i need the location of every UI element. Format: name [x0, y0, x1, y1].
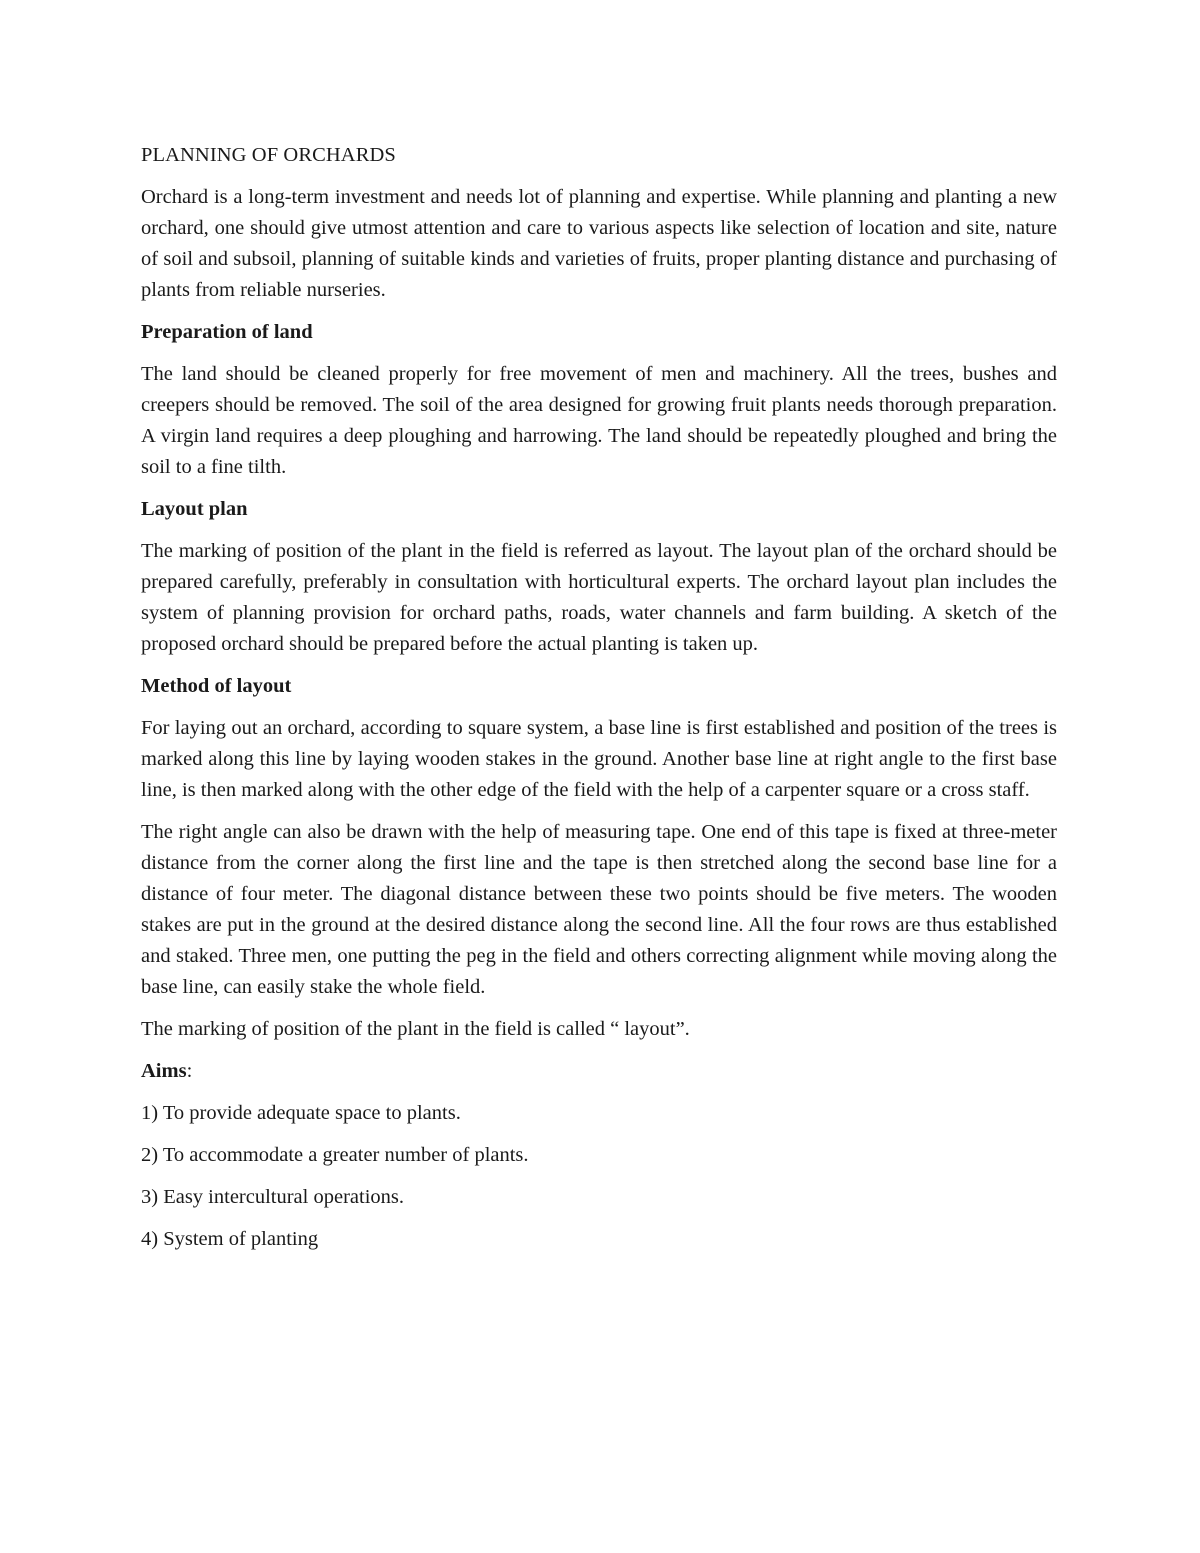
section-heading-layout-plan: Layout plan [141, 498, 248, 520]
document-title: PLANNING OF ORCHARDS [141, 144, 396, 166]
section-heading-preparation-of-land: Preparation of land [141, 321, 313, 343]
document-page [141, 140, 1057, 1266]
method-of-layout-paragraph-1: For laying out an orchard, according to square system, a base line is first established and position of the trees is marked along this line by laying wooden stakes in the ground. Another base line at right angle to the first base line, is then marked along with the other edge of the field with the help of a carpenter square or a cross staff. [141, 717, 1057, 801]
aims-heading [141, 1056, 1057, 1087]
section-heading-method-of-layout: Method of layout [141, 675, 292, 697]
aims-list [141, 1098, 1057, 1255]
method-of-layout-paragraph-2: The right angle can also be drawn with the help of measuring tape. One end of this tape is fixed at three-meter distance from the corner along the first line and the tape is then stretched along the second base line for a distance of four meter. The diagonal distance between these two points should be five meters. The wooden stakes are put in the ground at the desired distance along the second line. All the four rows are thus established and staked. Three men, one putting the peg in the field and others correcting alignment while moving along the base line, can easily stake the whole field. [141, 821, 1057, 998]
aims-list-item: 2) To accommodate a greater number of plants. [141, 1144, 529, 1166]
intro-paragraph: Orchard is a long-term investment and needs lot of planning and expertise. While planning and planting a new orchard, one should give utmost attention and care to various aspects like selection of location and site, nature of soil and subsoil, planning of suitable kinds and varieties of fruits, proper planting distance and purchasing of plants from reliable nurseries. [141, 186, 1057, 301]
layout-plan-paragraph: The marking of position of the plant in the field is referred as layout. The layout plan of the orchard should be prepared carefully, preferably in consultation with horticultural experts. The orchard layout plan includes the system of planning provision for orchard paths, roads, water channels and farm building. A sketch of the proposed orchard should be prepared before the actual planting is taken up. [141, 540, 1057, 655]
preparation-of-land-paragraph: The land should be cleaned properly for free movement of men and machinery. All the trees, bushes and creepers should be removed. The soil of the area designed for growing fruit plants needs thorough preparation. A virgin land requires a deep ploughing and harrowing. The land should be repeatedly ploughed and bring the soil to a fine tilth. [141, 363, 1057, 478]
aims-list-item: 4) System of planting [141, 1228, 319, 1250]
aims-list-item: 1) To provide adequate space to plants. [141, 1102, 461, 1124]
aims-list-item: 3) Easy intercultural operations. [141, 1186, 404, 1208]
aims-colon: : [186, 1060, 193, 1082]
aims-label: Aims [141, 1060, 187, 1082]
layout-definition-paragraph: The marking of position of the plant in the field is called “ layout”. [141, 1018, 690, 1040]
